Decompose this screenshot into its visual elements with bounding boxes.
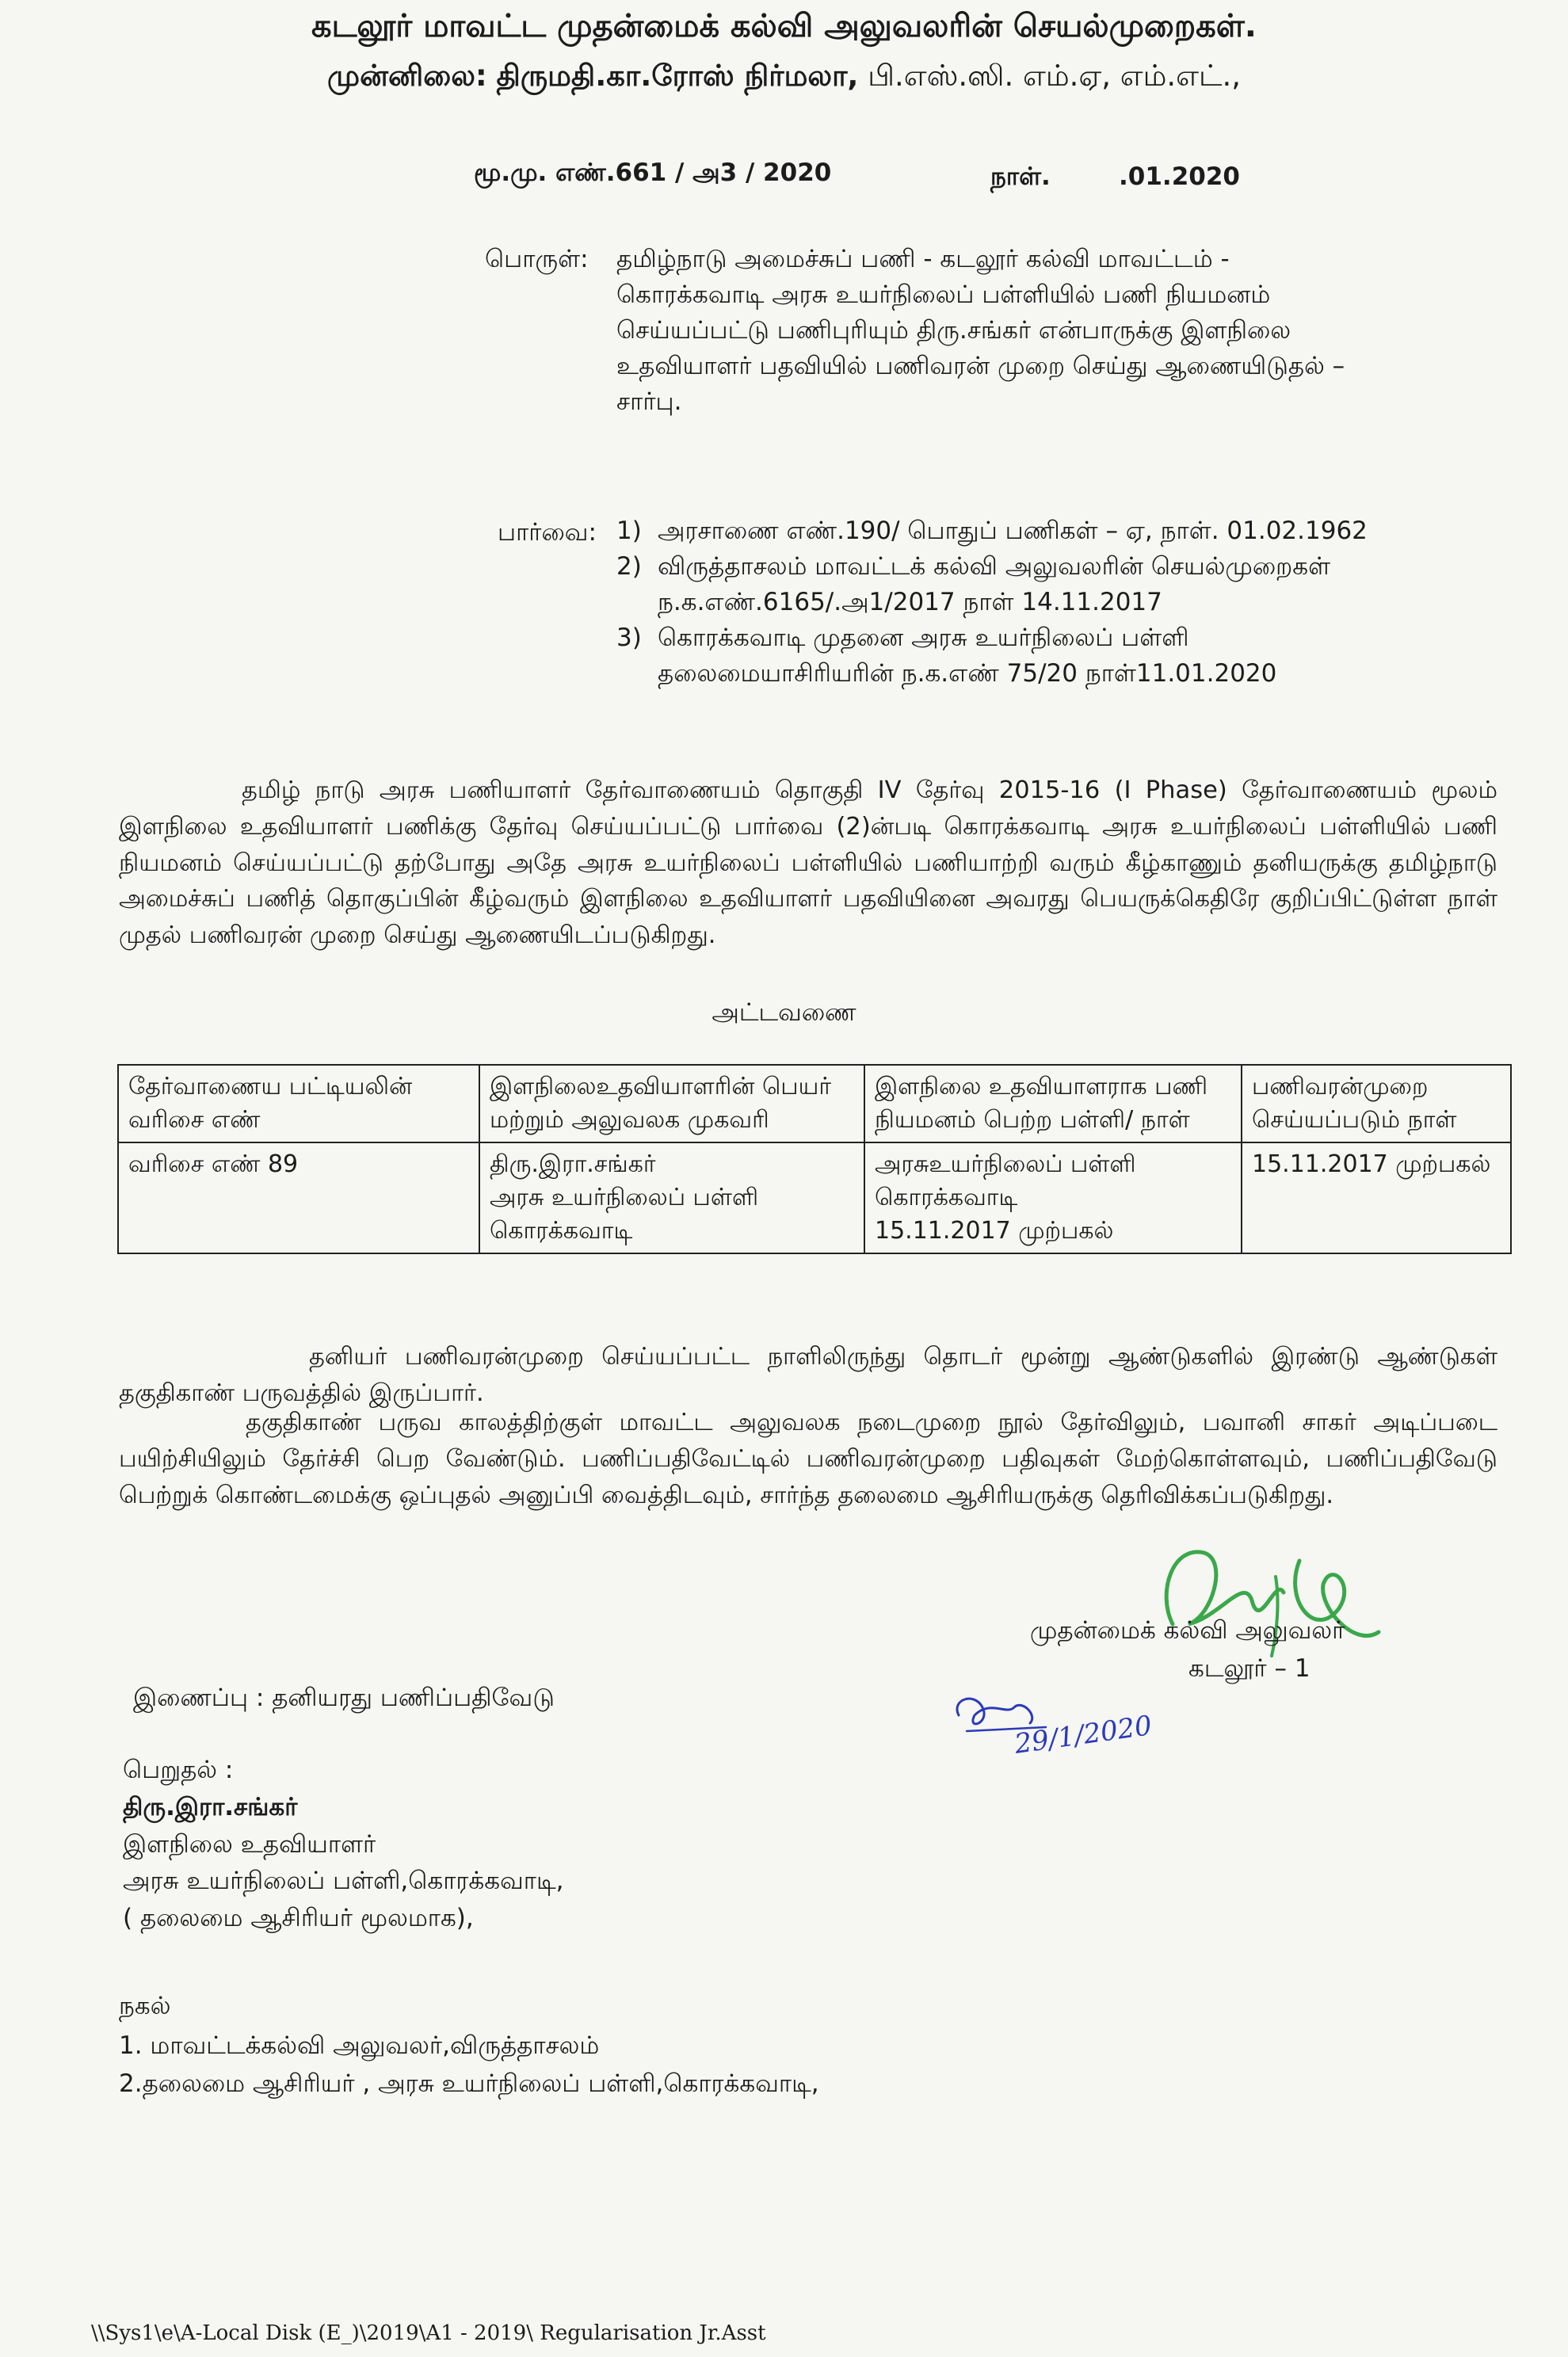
document-title: கடலூர் மாவட்ட முதன்மைக் கல்வி அலுவலரின் செயல்முறைகள். (311, 8, 1257, 44)
presence-name: திருமதி.கா.ரோஸ் நிர்மலா, (496, 59, 859, 93)
copy-list (119, 2027, 819, 2103)
recipient-block (123, 1789, 564, 1936)
subject-body (616, 242, 1345, 420)
table-header-cell: பணிவரன்முறை செய்யப்படும் நாள் (1242, 1065, 1511, 1142)
reference-num: 1) (616, 517, 642, 545)
cell-line: கொரக்கவாடி (875, 1184, 1018, 1211)
cell-line: அரசு உயர்நிலைப் பள்ளி (490, 1184, 759, 1211)
file-path-footer: \\Sys1\e\A-Local Disk (E_)\2019\A1 - 2019\ Regularisation Jr.Asst (91, 2321, 766, 2345)
order-paragraph: தமிழ் நாடு அரசு பணியாளர் தேர்வாணையம் தொகுதி IV தேர்வு 2015-16 (I Phase) தேர்வாணையம் மூலம் இளநிலை உதவியாளர் பணிக்கு தேர்வு செய்யப்பட்டு பார்வை (2)ன்படி கொரக்கவாடி அரசு உயர்நிலைப் பள்ளியில் பணி நியமனம் செய்யப்பட்டு தற்போது அதே அரசு உயர்நிலைப் பள்ளியில் பணியாற்றி வரும் கீழ்காணும் தனியருக்கு தமிழ்நாடு அமைச்சுப் பணித் தொகுப்பின் கீழ்வரும் இளநிலை உதவியாளர் பதவியினை அவரது பெயருக்கெதிரே குறிப்பிட்டுள்ள நாள் முதல் பணிவரன் முறை செய்து ஆணையிடப்படுகிறது. (119, 776, 1497, 949)
cell-line: திரு.இரா.சங்கர் (490, 1150, 656, 1178)
cell-line: 15.11.2017 முற்பகல் (875, 1217, 1114, 1245)
schedule-table (117, 1064, 1512, 1254)
table-header-row (118, 1065, 1511, 1142)
table-cell-school-date (864, 1142, 1242, 1253)
table-header-cell: இளநிலை உதவியாளராக பணி நியமனம் பெற்ற பள்ளி/ நாள் (864, 1065, 1242, 1142)
date-label: நாள். (990, 162, 1051, 191)
cell-line: அரசுஉயர்நிலைப் பள்ளி (875, 1150, 1136, 1178)
reference-number: மூ.மு. எண்.661 / அ3 / 2020 (474, 158, 832, 187)
reference-item (616, 513, 1409, 549)
table-row (118, 1142, 1511, 1253)
signatory-title: முதன்மைக் கல்வி அலுவலர் (1030, 1616, 1345, 1645)
reference-text: தலைமையாசிரியரின் ந.க.எண் 75/20 நாள்11.01.2020 (658, 658, 1277, 688)
reference-text: அரசாணை எண்.190/ பொதுப் பணிகள் – ஏ, நாள். 01.02.1962 (658, 517, 1368, 545)
table-cell-serial: வரிசை எண் 89 (118, 1142, 479, 1253)
subject-line: செய்யப்பட்டு பணிபுரியும் திரு.சங்கர் என்பாருக்கு இளநிலை (616, 315, 1291, 345)
subject-line: கொரக்கவாடி அரசு உயர்நிலைப் பள்ளியில் பணி நியமனம் (616, 280, 1271, 309)
presence-qualifications: பி.எஸ்.ஸி. எம்.ஏ, எம்.எட்., (868, 59, 1242, 93)
reference-text: விருத்தாசலம் மாவட்டக் கல்வி அலுவலரின் செயல்முறைகள் (658, 551, 1331, 581)
reference-num: 2) (616, 551, 642, 581)
signatory-place: கடலூர் – 1 (1188, 1654, 1310, 1683)
instructions-paragraph: தகுதிகாண் பருவ காலத்திற்குள் மாவட்ட அலுவலக நடைமுறை நூல் தேர்விலும், பவானி சாகர் அடிப்படை பயிற்சியிலும் தேர்ச்சி பெற வேண்டும். பணிப்பதிவேட்டில் பணிவரன்முறை பதிவுகள் மேற்கொள்ளவும், பணிப்பதிவேடு பெற்றுக் கொண்டமைக்கு ஒப்புதல் அனுப்பி வைத்திடவும், சார்ந்த தலைமை ஆசிரியருக்கு தெரிவிக்கப்படுகிறது. (119, 1409, 1497, 1509)
copy-item: 1. மாவட்டக்கல்வி அலுவலர்,விருத்தாசலம் (119, 2031, 600, 2060)
subject-label: பொருள்: (485, 245, 589, 273)
recipient-line: ( தலைமை ஆசிரியர் மூலமாக), (123, 1903, 474, 1932)
subject-line: தமிழ்நாடு அமைச்சுப் பணி - கடலூர் கல்வி மாவட்டம் - (616, 245, 1230, 273)
reference-item (616, 620, 1409, 692)
reference-item (616, 549, 1409, 620)
officer-signature (1141, 1529, 1426, 1672)
subject-line: சார்பு. (616, 387, 682, 416)
copy-item: 2.தலைமை ஆசிரியர் , அரசு உயர்நிலைப் பள்ளி,கொரக்கவாடி, (119, 2069, 819, 2099)
reference-text: ந.க.எண்.6165/.அ1/2017 நாள் 14.11.2017 (658, 587, 1162, 616)
recipient-label: பெறுதல் : (123, 1756, 234, 1784)
presence-label: முன்னிலை: (326, 59, 487, 93)
table-cell-regularisation-date: 15.11.2017 முற்பகல் (1242, 1142, 1511, 1253)
enclosure-line: இணைப்பு : தனியரது பணிப்பதிவேடு (133, 1684, 555, 1712)
schedule-title: அட்டவணை (712, 998, 856, 1027)
references-label: பார்வை: (498, 518, 597, 547)
probation-paragraph: தனியர் பணிவரன்முறை செய்யப்பட்ட நாளிலிருந்து தொடர் மூன்று ஆண்டுகளில் இரண்டு ஆண்டுகள் தகுதிகாண் பருவத்தில் இருப்பார். (119, 1343, 1497, 1407)
table-header-cell: தேர்வாணைய பட்டியலின் வரிசை எண் (118, 1065, 479, 1142)
recipient-line: அரசு உயர்நிலைப் பள்ளி,கொரக்கவாடி, (123, 1867, 564, 1895)
presence-line (0, 59, 1568, 97)
reference-num: 3) (616, 623, 642, 652)
copy-label: நகல் (119, 1992, 171, 2020)
cell-line: கொரக்கவாடி (490, 1217, 633, 1245)
table-header-cell: இளநிலைஉதவியாளரின் பெயர் மற்றும் அலுவலக முகவரி (479, 1065, 864, 1142)
date-value: .01.2020 (1119, 162, 1240, 191)
recipient-line: இளநிலை உதவியாளர் (123, 1829, 376, 1859)
handwritten-date: 29/1/2020 (1013, 1710, 1154, 1760)
table-cell-name-address (479, 1142, 864, 1253)
reference-text: கொரக்கவாடி முதனை அரசு உயர்நிலைப் பள்ளி (658, 623, 1189, 652)
references-list (616, 513, 1409, 692)
subject-line: உதவியாளர் பதவியில் பணிவரன் முறை செய்து ஆணையிடுதல் – (616, 351, 1345, 380)
recipient-name: திரு.இரா.சங்கர் (123, 1793, 298, 1821)
